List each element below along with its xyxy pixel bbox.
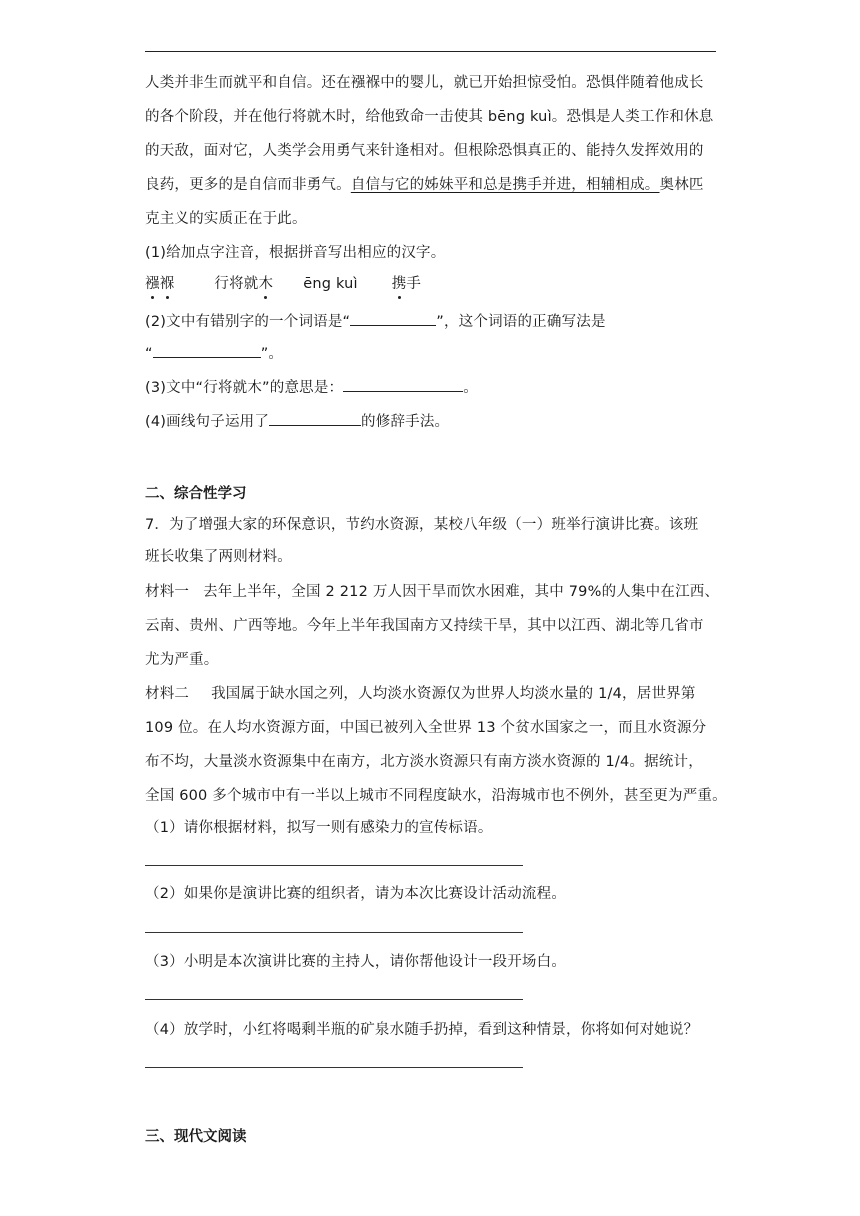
answer-blank[interactable] bbox=[343, 377, 463, 392]
question-4-text-a: (4)画线句子运用了 bbox=[145, 414, 270, 430]
question-7-line-1: 7．为了增强大家的环保意识，节约水资源，某校八年级（一）班举行演讲比赛。该班 bbox=[145, 517, 699, 533]
dotted-char: 襁 bbox=[145, 276, 160, 292]
sub-question-3: （3）小明是本次演讲比赛的主持人，请你帮他设计一段开场白。 bbox=[145, 954, 567, 970]
material-2-line-2: 109 位。在人均水资源方面，中国已被列入全世界 13 个贫水国家之一，而且水资源分 bbox=[145, 720, 707, 736]
question-3-text-a: (3)文中“行将就木”的意思是： bbox=[145, 380, 344, 396]
word-suffix: 手 bbox=[406, 276, 422, 292]
material-1-line-3: 尤为严重。 bbox=[145, 652, 219, 668]
passage-line-5: 克主义的实质正在于此。 bbox=[145, 211, 307, 227]
material-1-text: 去年上半年，全国 2 212 万人因干旱而饮水困难，其中 79%的人集中在江西、 bbox=[203, 584, 720, 600]
answer-line[interactable] bbox=[145, 1067, 523, 1068]
answer-blank[interactable] bbox=[350, 311, 436, 326]
question-2-text-b: ”，这个词语的正确写法是 bbox=[436, 314, 606, 330]
question-2-line-1 bbox=[145, 311, 606, 332]
question-4-text-b: 的修辞手法。 bbox=[361, 414, 450, 430]
question-3-text-b: 。 bbox=[463, 380, 478, 396]
answer-line[interactable] bbox=[145, 999, 523, 1000]
material-1-line-2: 云南、贵州、广西等地。今年上半年我国南方又持续干旱，其中以江西、湖北等几省市 bbox=[145, 618, 704, 634]
section-2-heading: 二、综合性学习 bbox=[145, 486, 247, 502]
material-2-line-1 bbox=[145, 684, 696, 704]
dotted-char: 褓 bbox=[159, 276, 175, 292]
dotted-char: 携 bbox=[391, 276, 407, 292]
answer-blank[interactable] bbox=[153, 343, 261, 358]
question-2-text-a: (2)文中有错别字的一个词语是“ bbox=[145, 314, 351, 330]
question-1-words bbox=[145, 274, 421, 294]
section-3-heading: 三、现代文阅读 bbox=[145, 1129, 247, 1145]
sub-question-1: （1）请你根据材料，拟写一则有感染力的宣传标语。 bbox=[145, 820, 493, 836]
question-3 bbox=[145, 377, 478, 398]
material-1-label: 材料一 bbox=[145, 584, 190, 600]
underlined-sentence: 自信与它的姊妹平和总是携手并进，相辅相成。 bbox=[350, 177, 660, 193]
dotted-char: 木 bbox=[258, 276, 274, 292]
material-2-label: 材料二 bbox=[145, 686, 190, 702]
passage-line-4 bbox=[145, 175, 704, 195]
question-2-text-d: ”。 bbox=[260, 346, 284, 362]
material-2-text: 我国属于缺水国之列，人均淡水资源仅为世界人均淡水量的 1/4，居世界第 bbox=[211, 686, 696, 702]
answer-blank[interactable] bbox=[269, 411, 361, 426]
answer-line[interactable] bbox=[145, 932, 523, 933]
pinyin-word: ēng kuì bbox=[303, 276, 358, 292]
question-4 bbox=[145, 411, 449, 432]
sub-question-2: （2）如果你是演讲比赛的组织者，请为本次比赛设计活动流程。 bbox=[145, 886, 567, 902]
question-7-line-2: 班长收集了两则材料。 bbox=[145, 549, 292, 565]
material-1-line-1 bbox=[145, 582, 719, 602]
material-2-line-3: 布不均，大量淡水资源集中在南方，北方淡水资源只有南方淡水资源的 1/4。据统计， bbox=[145, 754, 703, 770]
passage-line-3: 的天敌，面对它，人类学会用勇气来针逢相对。但根除恐惧真正的、能持久发挥效用的 bbox=[145, 143, 704, 159]
answer-line[interactable] bbox=[145, 865, 523, 866]
word-prefix: 行将就 bbox=[214, 276, 259, 292]
passage-line-2: 的各个阶段，并在他行将就木时，给他致命一击使其 bēng kuì。恐惧是人类工作和休息 bbox=[145, 109, 714, 125]
passage-line-4-plain: 良药，更多的是自信而非勇气。 bbox=[145, 177, 351, 193]
question-2-text-c: “ bbox=[145, 346, 153, 362]
material-2-line-4: 全国 600 多个城市中有一半以上城市不同程度缺水，沿海城市也不例外，甚至更为严重。 bbox=[145, 788, 727, 804]
header-rule bbox=[145, 51, 716, 52]
question-1-prompt: (1)给加点字注音，根据拼音写出相应的汉字。 bbox=[145, 245, 446, 261]
sub-question-4: （4）放学时，小红将喝剩半瓶的矿泉水随手扔掉，看到这种情景，你将如何对她说？ bbox=[145, 1022, 699, 1038]
passage-line-1: 人类并非生而就平和自信。还在襁褓中的婴儿，就已开始担惊受怕。恐惧伴随着他成长 bbox=[145, 75, 704, 91]
question-2-line-2 bbox=[145, 343, 283, 364]
passage-line-4-tail: 奥林匹 bbox=[659, 177, 704, 193]
